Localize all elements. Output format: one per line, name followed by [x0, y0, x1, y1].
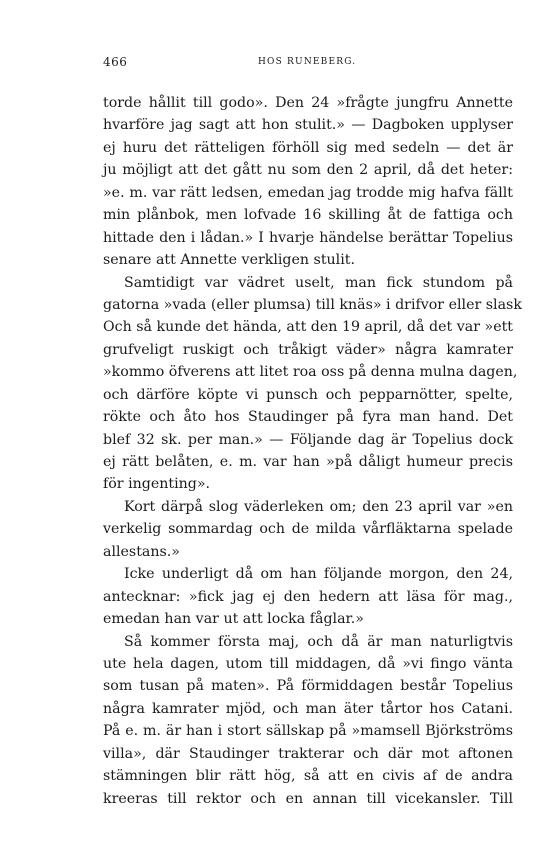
text-line: gatorna »vada (eller plumsa) till knäs» i drifvor eller slask [103, 296, 522, 313]
text-line: ute hela dagen, utom till middagen, då »vi fingo vänta [103, 655, 513, 672]
page-number: 466 [103, 55, 128, 69]
running-head: HOS RUNEBERG. [258, 57, 357, 67]
text-line: »e. m. var rätt ledsen, emedan jag trodde mig hafva fällt [103, 184, 513, 201]
text-line: stämningen blir rätt hög, så att en civis af de andra [103, 768, 513, 785]
text-line: allestans.» [103, 543, 180, 560]
text-line: På e. m. är han i stort sällskap på »mamsell Björkströms [103, 723, 513, 740]
text-line: rökte och åto hos Staudinger på fyra man hand. Det [103, 409, 513, 426]
text-line: antecknar: »fick jag ej den hedern att läsa för mag., [103, 588, 513, 605]
text-line: och därföre köpte vi punsch och pepparnötter, spelte, [103, 386, 513, 403]
text-line: Så kommer första maj, och då är man naturligtvis [124, 633, 513, 650]
text-line: några kamrater mjöd, och man äter tårtor hos Catani. [103, 700, 513, 717]
text-line: blef 32 sk. per man.» — Följande dag är Topelius dock [103, 431, 513, 448]
text-line: Kort därpå slog väderleken om; den 23 april var »en [124, 498, 513, 515]
text-line: villa», där Staudinger trakterar och där mot aftonen [103, 745, 513, 762]
text-line: Samtidigt var vädret uselt, man fick stundom på [124, 274, 513, 291]
text-line: ej rätt belåten, e. m. var han »på dåligt humeur precis [103, 454, 513, 470]
text-line: torde hållit till godo». Den 24 »frågte jungfru Annette [103, 95, 513, 111]
text-line: senare att Annette verkligen stulit. [103, 252, 355, 269]
text-line: emedan han var ut att locka fåglar.» [103, 611, 364, 628]
text-line: Och så kunde det hända, att den 19 april, då det var »ett [103, 319, 513, 336]
text-line: ju möjligt att det gått nu som den 2 april, då det heter: [103, 162, 513, 179]
text-line: verkelig sommardag och de milda vårfläktarna spelade [103, 521, 513, 538]
text-line: hvarföre jag sagt att hon stulit.» — Dagboken upplyser [103, 117, 513, 134]
text-line: för ingenting». [103, 476, 211, 493]
body-text [103, 92, 522, 810]
text-line: som tusan på maten». På förmiddagen består Topelius [103, 678, 513, 695]
text-line: hittade den i lådan.» I hvarje händelse berättar Topelius [103, 229, 513, 246]
page-header [103, 55, 513, 71]
text-line: grufveligt ruskigt och tråkigt väder» några kamrater [103, 341, 513, 358]
text-line: kreeras till rektor och en annan till vicekansler. Till [103, 790, 513, 807]
text-line: min plånbok, men lofvade 16 skilling åt de fattiga och [103, 207, 513, 224]
text-line: Icke underligt då om han följande morgon, den 24, [124, 566, 513, 583]
text-line: »kommo öfverens att litet roa oss på denna mulna dagen, [103, 364, 518, 381]
text-line: ej huru det rätteligen förhöll sig med sedeln — det är [103, 139, 513, 156]
